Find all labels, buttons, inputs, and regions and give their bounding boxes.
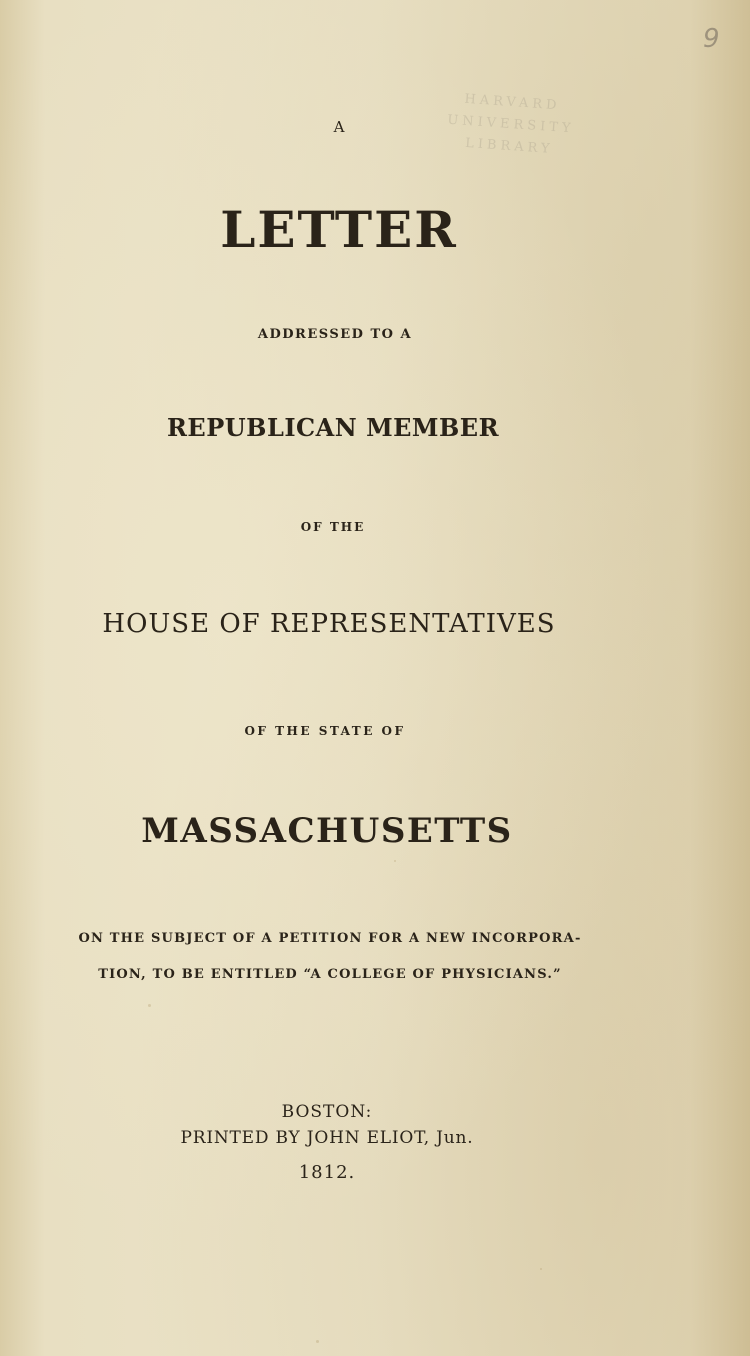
main-title-letter: LETTER: [220, 200, 458, 259]
imprint-city: BOSTON:: [281, 1102, 373, 1122]
republican-member-line: REPUBLICAN MEMBER: [166, 413, 500, 442]
massachusetts-line: MASSACHUSETTS: [141, 811, 513, 851]
subject-line-1: ON THE SUBJECT OF A PETITION FOR A NEW INCORPORA-: [78, 931, 582, 946]
stamp-line-1: HARVARD: [463, 91, 561, 114]
imprint-printer: PRINTED BY JOHN ELIOT, Jun.: [180, 1128, 474, 1148]
of-the-line: OF THE: [300, 520, 366, 534]
library-stamp: [422, 86, 598, 188]
foxing-spot: [540, 1268, 542, 1270]
stamp-line-2: UNIVERSITY: [446, 112, 575, 137]
imprint-year: 1812.: [298, 1162, 356, 1183]
subject-line-2: TION, TO BE ENTITLED “A COLLEGE OF PHYSICIANS.”: [98, 967, 562, 982]
foxing-spot: [316, 1340, 319, 1343]
foxing-spot: [148, 1004, 151, 1007]
stamp-line-3: LIBRARY: [464, 135, 554, 158]
house-of-representatives-line: HOUSE OF REPRESENTATIVES: [102, 609, 556, 639]
foxing-spot: [394, 860, 396, 862]
pencil-page-mark: 9: [703, 24, 720, 54]
article-a: A: [333, 118, 345, 136]
of-the-state-line: OF THE STATE OF: [244, 724, 406, 738]
addressed-to-line: ADDRESSED TO A: [257, 327, 413, 342]
